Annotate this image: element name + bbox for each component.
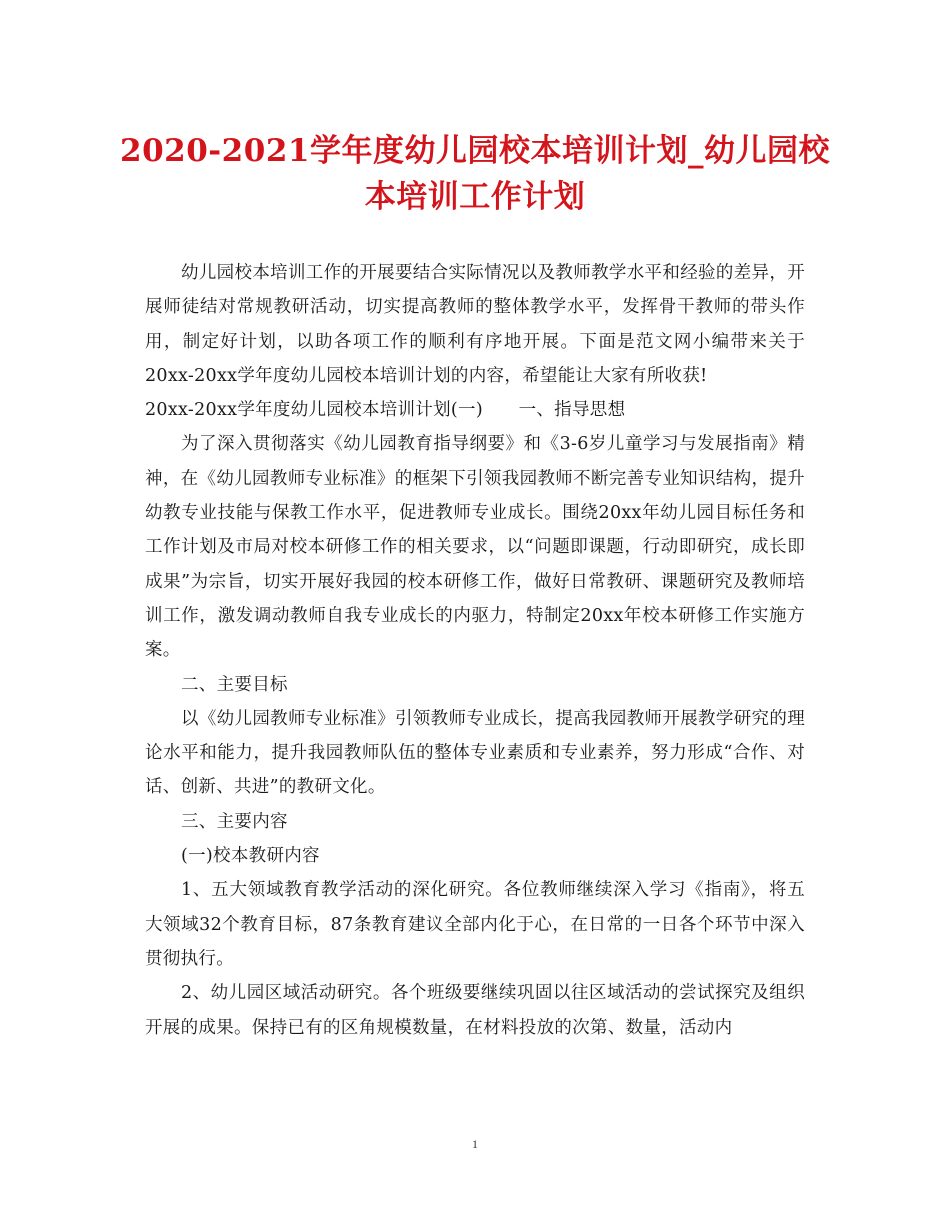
document-body bbox=[145, 256, 805, 1045]
section-heading-main-content: 三、主要内容 bbox=[181, 811, 288, 832]
paragraph-plan-heading: 20xx-20xx学年度幼儿园校本培训计划(一) 一、指导思想 bbox=[145, 400, 626, 421]
paragraph-main-goals: 以《幼儿园教师专业标准》引领教师专业成长，提高我园教师开展教学研究的理论水平和能力，提升我园教师队伍的整体专业素质和专业素养，努力形成“合作、对话、创新、共进”的教研文化。 bbox=[145, 708, 805, 798]
page-number: 1 bbox=[472, 1137, 478, 1151]
paragraph-item-2: 2、幼儿园区域活动研究。各个班级要继续巩固以往区域活动的尝试探究及组织开展的成果。保持已有的区角规模数量，在材料投放的次第、数量，活动内 bbox=[145, 983, 805, 1038]
paragraph-item-1: 1、五大领域教育教学活动的深化研究。各位教师继续深入学习《指南》，将五大领域32个教育目标，87条教育建议全部内化于心，在日常的一日各个环节中深入贯彻执行。 bbox=[145, 880, 805, 969]
paragraph-intro: 幼儿园校本培训工作的开展要结合实际情况以及教师教学水平和经验的差异，开展师徒结对常规教研活动，切实提高教师的整体教学水平，发挥骨干教师的带头作用，制定好计划，以助各项工作的顺利有序地开展。下面是范文网小编带来关于20xx-20xx学年度幼儿园校本培训计划的内容，希望能让大家有所收获! bbox=[145, 263, 805, 386]
subsection-heading-research: (一)校本教研内容 bbox=[181, 846, 320, 867]
paragraph-guiding-thought: 为了深入贯彻落实《幼儿园教育指导纲要》和《3-6岁儿童学习与发展指南》精神，在《幼儿园教师专业标准》的框架下引领我园教师不断完善专业知识结构，提升幼教专业技能与保教工作水平，促进教师专业成长。围绕20xx年幼儿园目标任务和工作计划及市局对校本研修工作的相关要求，以“问题即课题，行动即研究，成长即成果”为宗旨，切实开展好我园的校本研修工作，做好日常教研、课题研究及教师培训工作，激发调动教师自我专业成长的内驱力，特制定20xx年校本研修工作实施方案。 bbox=[145, 434, 805, 661]
document-title: 2020-2021学年度幼儿园校本培训计划_幼儿园校本培训工作计划 bbox=[120, 133, 830, 215]
section-heading-main-goals: 二、主要目标 bbox=[181, 674, 288, 695]
